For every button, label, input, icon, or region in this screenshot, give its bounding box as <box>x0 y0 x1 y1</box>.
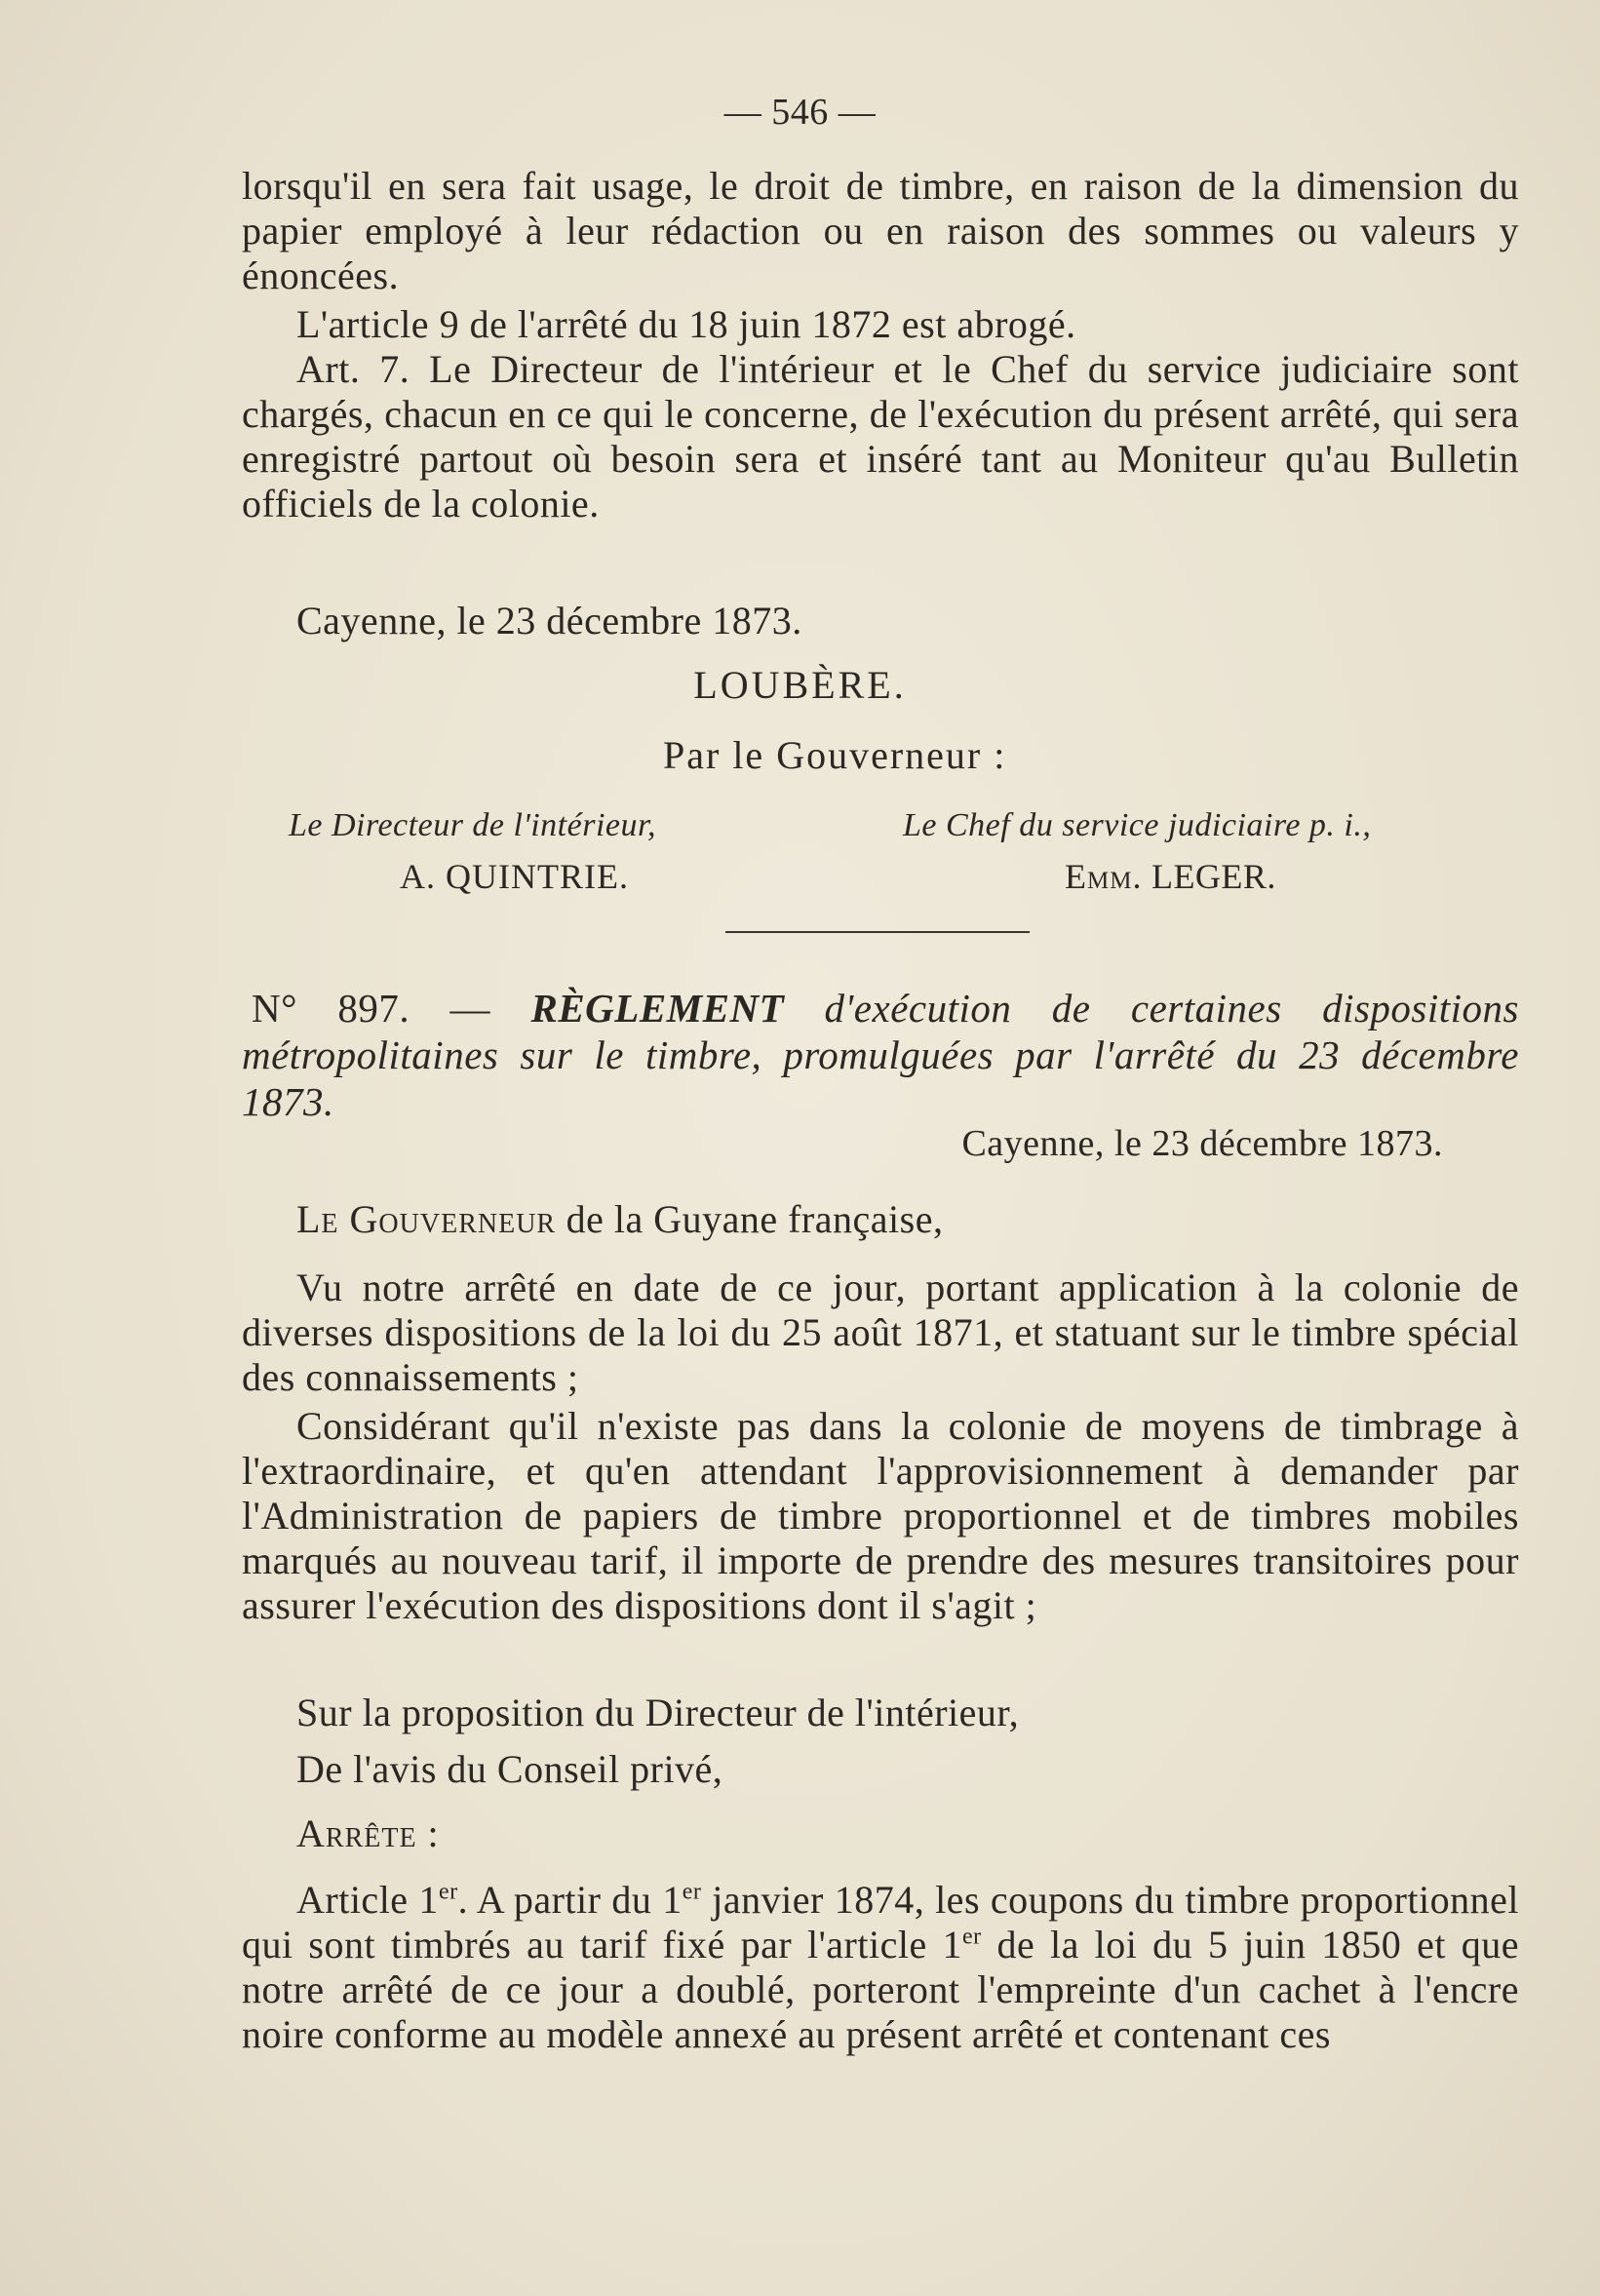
article-1-label: Article 1 <box>296 1878 439 1922</box>
chief-name-prefix: Emm. <box>1065 857 1143 896</box>
reglement-date: Cayenne, le 23 décembre 1873. <box>961 1123 1443 1164</box>
gouverneur-label: Le Gouverneur <box>296 1197 557 1241</box>
paragraph-considerant: Considérant qu'il n'existe pas dans la colonie de moyens de timbrage à l'extraordinaire, et qu'en attendant l'approvisionnement à demander par l'Administration de papiers de timbre proportionnel et de timbres mobiles marqués au nouveau tarif, il importe de prendre des mesures transitoires pour assurer l'exécution des dispositions dont il s'agit ; <box>242 1404 1519 1627</box>
chief-title: Le Chef du service judiciaire p. i., <box>903 807 1372 843</box>
paragraph-article-7: Art. 7. Le Directeur de l'intérieur et le Chef du service judiciaire sont chargés, chacun en ce qui le concerne, de l'exécution du présent arrêté, qui sera enregistré partout où besoin sera et inséré tant au Moniteur qu'au Bulletin officiels de la colonie. <box>242 347 1519 525</box>
director-title: Le Directeur de l'intérieur, <box>289 807 656 843</box>
article-1-sup2: er <box>682 1879 702 1905</box>
chief-name-surname: LEGER. <box>1151 857 1276 896</box>
reglement-number: N° 897. — <box>252 986 491 1031</box>
article-1-sup3: er <box>962 1924 982 1950</box>
governor-signature: LOUBÈRE. <box>693 663 907 707</box>
paragraph-proposition: Sur la proposition du Directeur de l'intérieur, <box>296 1691 1020 1734</box>
chief-name <box>1065 854 1455 899</box>
paragraph-avis: De l'avis du Conseil privé, <box>296 1747 723 1791</box>
paragraph-vu: Vu notre arrêté en date de ce jour, portant application à la colonie de diverses dispositions de la loi du 25 août 1871, et statuant sur le timbre spécial des connaissements ; <box>242 1265 1519 1399</box>
director-name: A. QUINTRIE. <box>400 857 629 896</box>
article-1-text-b: janvier 1874, les coupons du timbre proportionnel qui sont timbrés au tarif fixé par l'article 1 <box>242 1878 1519 1966</box>
gouverneur-line <box>242 1197 1519 1242</box>
article-1-text-c: de la loi du 5 juin 1850 et que notre arrêté de ce jour a doublé, porteront l'empreinte d'un cachet à l'encre noire conforme au modèle annexé au présent arrêté et contenant ces <box>242 1923 1519 2056</box>
page-number: — 546 — <box>723 92 877 133</box>
by-the-governor: Par le Gouverneur : <box>663 733 1007 777</box>
paragraph-continuation: lorsqu'il en sera fait usage, le droit de timbre, en raison de la dimension du papier employé à leur rédaction ou en raison des sommes ou valeurs y énoncées. <box>242 164 1519 297</box>
gouverneur-rest: de la Guyane française, <box>566 1197 944 1241</box>
reglement-title-bold: RÈGLEMENT <box>530 986 785 1031</box>
reglement-title: d'exécution de certaines dispositions métropolitaines sur le timbre, promulguées par l'arrêté du 23 décembre 1873. <box>242 986 1519 1124</box>
paragraph-abrogation: L'article 9 de l'arrêté du 18 juin 1872 est abrogé. <box>296 302 1076 346</box>
article-1-sup: er <box>438 1879 458 1905</box>
article-1-text-a: . A partir du 1 <box>457 1878 683 1922</box>
reglement-heading <box>242 985 1519 1125</box>
arrete-label: Arrête : <box>296 1811 440 1855</box>
article-1 <box>242 1878 1519 2057</box>
section-divider <box>725 931 1030 933</box>
signing-date: Cayenne, le 23 décembre 1873. <box>296 599 802 642</box>
